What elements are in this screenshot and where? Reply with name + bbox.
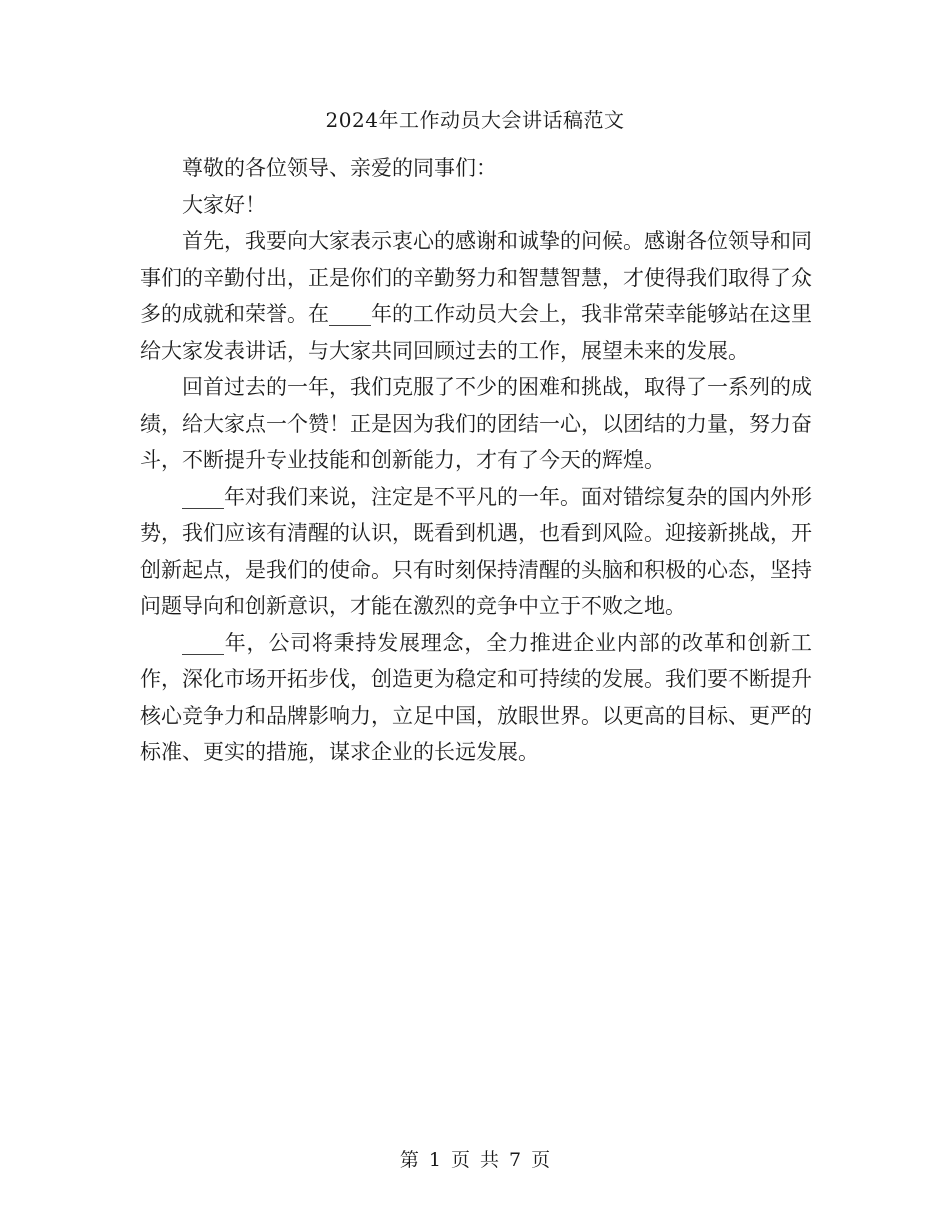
paragraph-3: ____年对我们来说，注定是不平凡的一年。面对错综复杂的国内外形势，我们应该有清醒的认识，既看到机遇，也看到风险。迎接新挑战，开创新起点，是我们的使命。只有时刻保持清醒的头脑和积极的心态，坚持问题导向和创新意识，才能在激烈的竞争中立于不败之地。 [140, 484, 812, 618]
paragraph-4: ____年，公司将秉持发展理念，全力推进企业内部的改革和创新工作，深化市场开拓步伐，创造更为稳定和可持续的发展。我们要不断提升核心竞争力和品牌影响力，立足中国，放眼世界。以更高的目标、更严的标准、更实的措施，谋求企业的长远发展。 [140, 630, 812, 764]
document-body [140, 150, 812, 771]
salutation: 尊敬的各位领导、亲爱的同事们： [182, 156, 497, 180]
paragraph-1: 首先，我要向大家表示衷心的感谢和诚挚的问候。感谢各位领导和同事们的辛勤付出，正是你们的辛勤努力和智慧智慧，才使得我们取得了众多的成就和荣誉。在____年的工作动员大会上，我非常荣幸能够站在这里给大家发表讲话，与大家共同回顾过去的工作，展望未来的发展。 [140, 229, 812, 363]
document-title: 2024年工作动员大会讲话稿范文 [325, 108, 625, 132]
paragraph-2: 回首过去的一年，我们克服了不少的困难和挑战，取得了一系列的成绩，给大家点一个赞！正是因为我们的团结一心，以团结的力量，努力奋斗，不断提升专业技能和创新能力，才有了今天的辉煌。 [140, 375, 812, 472]
greeting: 大家好！ [182, 192, 266, 217]
page-number-footer: 第 1 页 共 7 页 [399, 1149, 551, 1171]
